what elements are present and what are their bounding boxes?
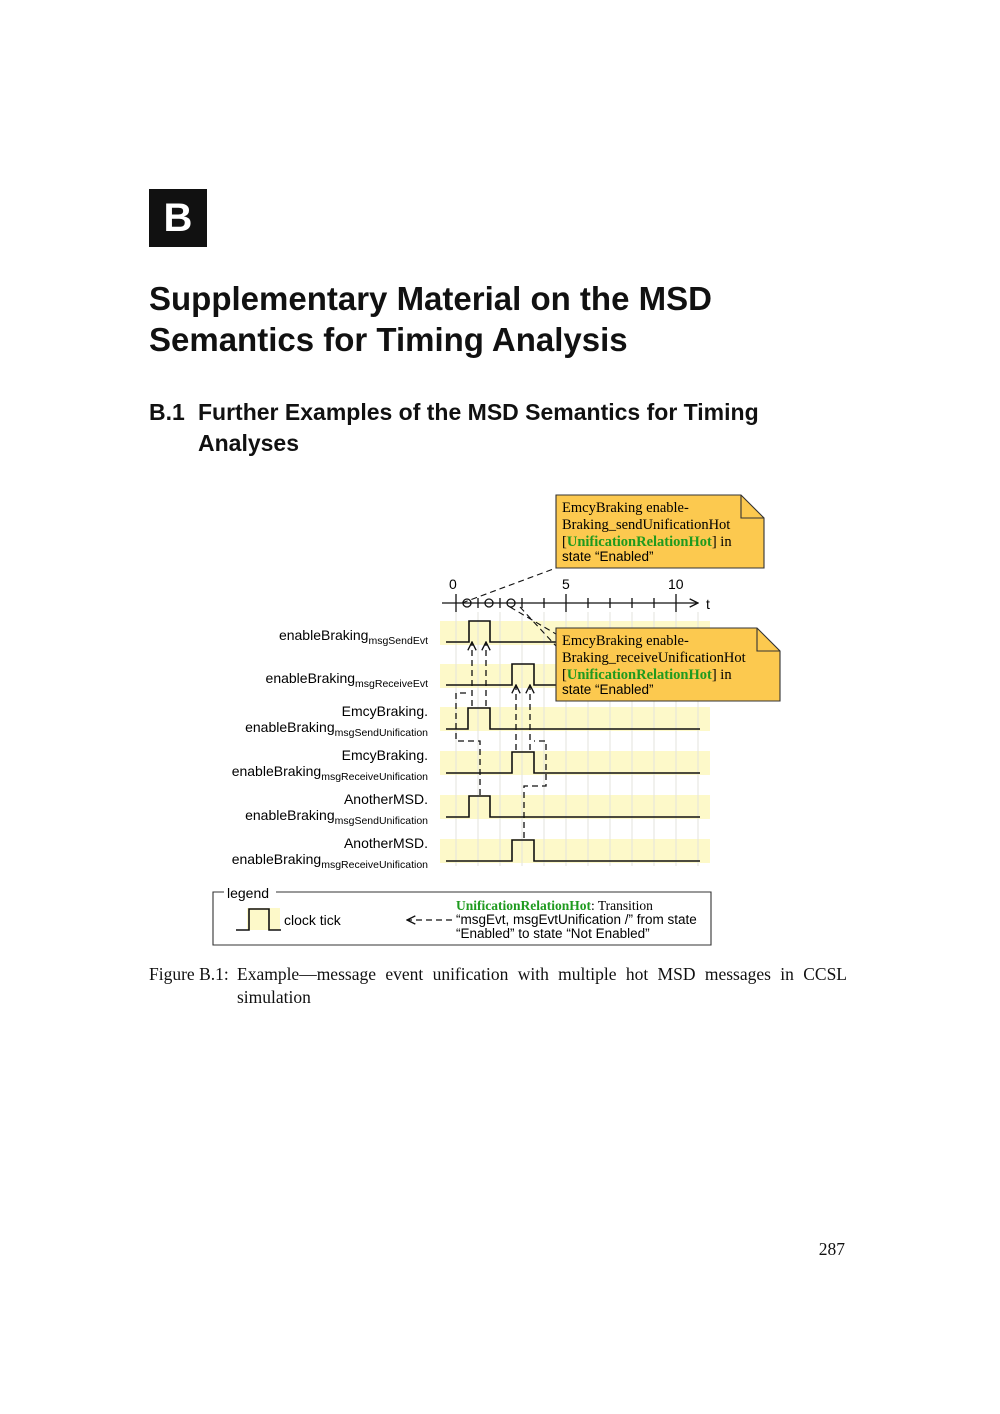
band-row-6 [440, 839, 710, 863]
row-label-1: enableBraking$_{msgSendEvt}$ [278, 627, 428, 647]
row-label-6: enableBraking$_{msgReceiveUnification}$ [231, 851, 428, 871]
row-label-5-prefix: AnotherMSD. [343, 791, 428, 807]
note-receive-unification [556, 628, 780, 701]
legend-clock-tick: clock tick [284, 912, 341, 928]
page-number: 287 [818, 1239, 845, 1259]
axis-tick-0: 0 [449, 576, 457, 592]
note-send-unification [556, 495, 764, 568]
row-labels [232, 627, 428, 871]
note1-line2: Braking_sendUnificationHot [562, 517, 731, 533]
caption-label: Figure B.1: [149, 964, 229, 984]
band-row-3 [440, 707, 710, 731]
chapter-letter-box: B [149, 189, 207, 247]
row-label-4-prefix: EmcyBraking. [341, 747, 428, 763]
chapter-title: Supplementary Material on the MSD Semantics for Timing Analysis [149, 280, 712, 358]
note2-line3: [UnificationRelationHot] in [562, 667, 732, 683]
caption-text: Example—message event unification with multiple hot MSD messages in CCSL simulation [237, 964, 847, 1007]
row-label-2: enableBraking$_{msgReceiveEvt}$ [265, 670, 428, 690]
section-number: B.1 [149, 399, 185, 425]
row-label-3: enableBraking$_{msgSendUnification}$ [245, 719, 428, 739]
row-label-5: enableBraking$_{msgSendUnification}$ [245, 807, 428, 827]
note1-line3: [UnificationRelationHot] in [562, 534, 732, 550]
row-label-6-prefix: AnotherMSD. [343, 835, 428, 851]
section-title: Further Examples of the MSD Semantics for Timing Analyses [198, 399, 759, 456]
legend-relation-line2: “msgEvt, msgEvtUnification /” from state [456, 912, 697, 927]
time-axis [442, 594, 698, 612]
legend [213, 885, 711, 945]
note2-line4: state “Enabled” [562, 682, 654, 697]
axis-tick-5: 5 [562, 576, 570, 592]
legend-relation-line1: UnificationRelationHot: Transition [456, 898, 653, 913]
row-label-3-prefix: EmcyBraking. [341, 703, 428, 719]
note2-line2: Braking_receiveUnificationHot [562, 650, 746, 666]
band-row-5 [440, 795, 710, 819]
note2-line1: EmcyBraking enable- [562, 633, 689, 649]
axis-tick-10: 10 [668, 576, 684, 592]
legend-title: legend [227, 885, 270, 901]
row-label-4: enableBraking$_{msgReceiveUnification}$ [231, 763, 428, 783]
legend-relation-line3: “Enabled” to state “Not Enabled” [456, 926, 650, 941]
note1-line1: EmcyBraking enable- [562, 500, 689, 516]
note1-line4: state “Enabled” [562, 549, 654, 564]
axis-t-label: t [706, 596, 710, 612]
